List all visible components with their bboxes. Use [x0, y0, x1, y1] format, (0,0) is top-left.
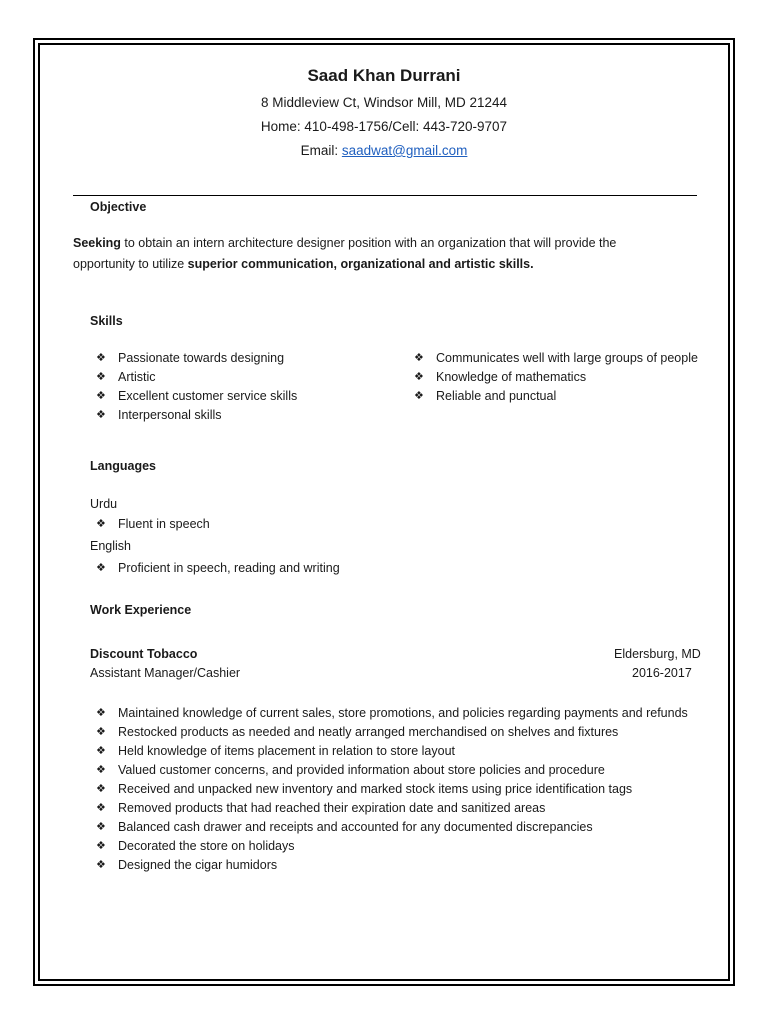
- skill-item: ❖ Communicates well with large groups of people: [414, 349, 698, 368]
- header-divider: [73, 195, 697, 196]
- bullet-icon: ❖: [96, 562, 106, 574]
- language-detail-list: [96, 559, 340, 578]
- skills-list-right: [414, 349, 698, 406]
- candidate-name: Saad Khan Durrani: [307, 66, 461, 85]
- bullet-icon: ❖: [96, 821, 106, 833]
- duty-item: ❖ Received and unpacked new inventory and marked stock items using price identification tags: [96, 780, 708, 799]
- bullet-icon: ❖: [96, 859, 106, 871]
- objective-line-2-start: opportunity to utilize: [73, 257, 188, 271]
- email-line: [38, 143, 730, 158]
- duty-item: ❖ Maintained knowledge of current sales, store promotions, and policies regarding payments and refunds: [96, 704, 708, 723]
- skill-item: ❖ Excellent customer service skills: [96, 387, 297, 406]
- skills-list-left: [96, 349, 297, 425]
- bullet-icon: ❖: [96, 783, 106, 795]
- job-title: Assistant Manager/Cashier: [90, 666, 241, 680]
- duty-item: ❖ Decorated the store on holidays: [96, 837, 708, 856]
- skills-heading: Skills: [90, 314, 123, 328]
- bullet-icon: ❖: [96, 409, 106, 421]
- languages-heading: Languages: [90, 459, 156, 473]
- bullet-icon: ❖: [96, 764, 106, 776]
- duty-item: ❖ Valued customer concerns, and provided information about store policies and procedure: [96, 761, 708, 780]
- objective-line-1-rest: to obtain an intern architecture designer position with an organization that will provide the: [120, 236, 617, 250]
- job-dates: 2016-2017: [632, 666, 692, 680]
- bullet-icon: ❖: [96, 802, 106, 814]
- bullet-icon: ❖: [96, 390, 106, 402]
- objective-skills-emphasis: superior communication, organizational and artistic skills.: [187, 257, 534, 271]
- language-name: English: [90, 539, 131, 553]
- skill-item: ❖ Artistic: [96, 368, 297, 387]
- bullet-icon: ❖: [96, 840, 106, 852]
- duty-item: ❖ Held knowledge of items placement in relation to store layout: [96, 742, 708, 761]
- job-location: Eldersburg, MD: [614, 647, 701, 661]
- objective-line-1: [73, 236, 616, 250]
- skill-item: ❖ Knowledge of mathematics: [414, 368, 698, 387]
- skill-item: ❖ Interpersonal skills: [96, 406, 297, 425]
- duty-item: ❖ Restocked products as needed and neatly arranged merchandised on shelves and fixtures: [96, 723, 708, 742]
- address: 8 Middleview Ct, Windsor Mill, MD 21244: [260, 95, 508, 110]
- email-link[interactable]: saadwat@gmail.com: [341, 143, 468, 158]
- work-heading: Work Experience: [90, 603, 192, 617]
- bullet-icon: ❖: [96, 707, 106, 719]
- objective-line-2: [73, 257, 534, 271]
- language-detail: ❖ Fluent in speech: [96, 515, 210, 534]
- duty-item: ❖ Designed the cigar humidors: [96, 856, 708, 875]
- duties-list: [96, 704, 708, 875]
- language-detail: ❖ Proficient in speech, reading and writing: [96, 559, 340, 578]
- bullet-icon: ❖: [414, 371, 424, 383]
- bullet-icon: ❖: [96, 726, 106, 738]
- objective-seeking: Seeking: [73, 236, 121, 250]
- email-label: Email:: [300, 143, 342, 158]
- bullet-icon: ❖: [96, 745, 106, 757]
- company-name: Discount Tobacco: [90, 647, 198, 661]
- language-name: Urdu: [90, 497, 118, 511]
- skill-item: ❖ Reliable and punctual: [414, 387, 698, 406]
- bullet-icon: ❖: [414, 390, 424, 402]
- language-detail-list: [96, 515, 210, 534]
- duty-item: ❖ Removed products that had reached their expiration date and sanitized areas: [96, 799, 708, 818]
- skill-item: ❖ Passionate towards designing: [96, 349, 297, 368]
- duty-item: ❖ Balanced cash drawer and receipts and accounted for any documented discrepancies: [96, 818, 708, 837]
- bullet-icon: ❖: [96, 518, 106, 530]
- phone-numbers: Home: 410-498-1756/Cell: 443-720-9707: [260, 119, 508, 134]
- bullet-icon: ❖: [96, 352, 106, 364]
- objective-heading: Objective: [90, 200, 147, 214]
- bullet-icon: ❖: [96, 371, 106, 383]
- bullet-icon: ❖: [414, 352, 424, 364]
